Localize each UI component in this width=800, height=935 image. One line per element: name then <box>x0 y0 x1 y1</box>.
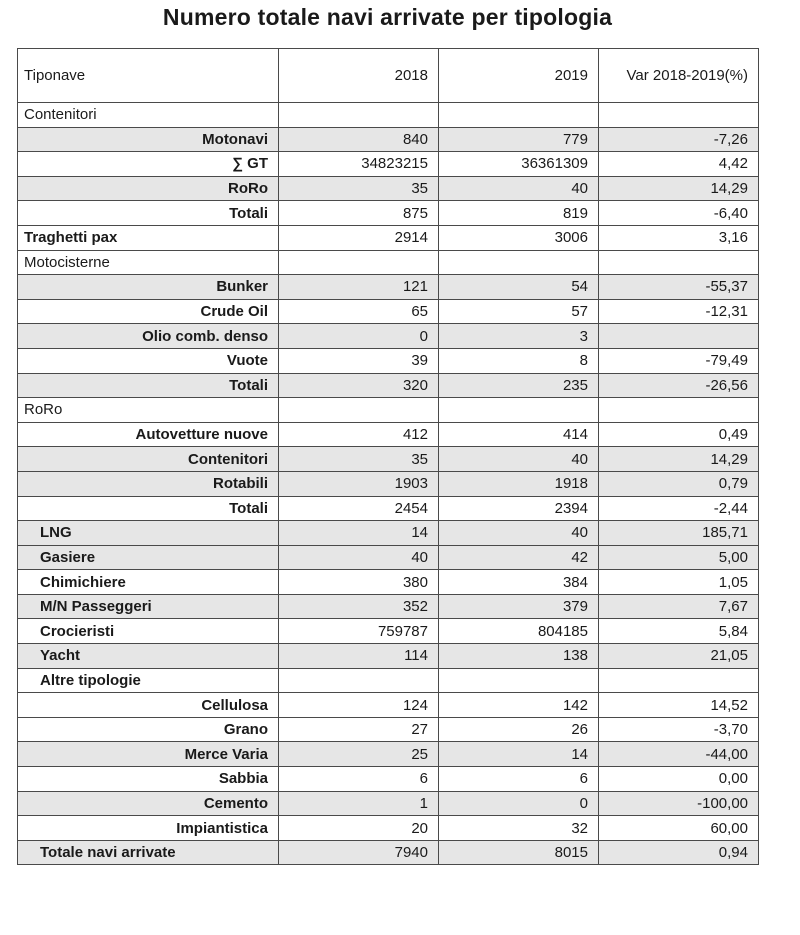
cell-2019: 36361309 <box>439 152 599 177</box>
row-label: RoRo <box>18 398 279 423</box>
cell-2019: 138 <box>439 644 599 669</box>
row-label: Contenitori <box>18 447 279 472</box>
cell-2018: 27 <box>279 717 439 742</box>
cell-2018: 320 <box>279 373 439 398</box>
cell-2018: 1 <box>279 791 439 816</box>
cell-variation: 7,67 <box>599 594 759 619</box>
table-row <box>18 398 759 423</box>
header-2018: 2018 <box>279 49 439 103</box>
cell-2019: 8 <box>439 348 599 373</box>
cell-variation: 185,71 <box>599 521 759 546</box>
cell-2018: 65 <box>279 299 439 324</box>
cell-2018: 20 <box>279 816 439 841</box>
row-label: Merce Varia <box>18 742 279 767</box>
cell-variation <box>599 398 759 423</box>
row-label: Totali <box>18 201 279 226</box>
table-row <box>18 250 759 275</box>
cell-2018: 6 <box>279 767 439 792</box>
cell-2019 <box>439 668 599 693</box>
cell-variation: 14,29 <box>599 447 759 472</box>
table-row <box>18 127 759 152</box>
table-row <box>18 521 759 546</box>
row-label: Motocisterne <box>18 250 279 275</box>
row-label: Traghetti pax <box>18 225 279 250</box>
row-label: Bunker <box>18 275 279 300</box>
cell-variation <box>599 250 759 275</box>
row-label: Chimichiere <box>18 570 279 595</box>
cell-2019: 32 <box>439 816 599 841</box>
row-label: LNG <box>18 521 279 546</box>
cell-variation: -3,70 <box>599 717 759 742</box>
cell-2018: 35 <box>279 176 439 201</box>
cell-variation <box>599 324 759 349</box>
table-row <box>18 742 759 767</box>
cell-2018: 7940 <box>279 840 439 865</box>
cell-2018: 1903 <box>279 471 439 496</box>
header-tiponave: Tiponave <box>18 49 279 103</box>
cell-variation: -44,00 <box>599 742 759 767</box>
cell-2019: 42 <box>439 545 599 570</box>
cell-2019 <box>439 103 599 128</box>
cell-2018: 121 <box>279 275 439 300</box>
row-label: Totale navi arrivate <box>18 840 279 865</box>
table-row <box>18 275 759 300</box>
cell-2018: 2454 <box>279 496 439 521</box>
row-label: Grano <box>18 717 279 742</box>
cell-variation: -6,40 <box>599 201 759 226</box>
cell-2018: 34823215 <box>279 152 439 177</box>
cell-2019: 819 <box>439 201 599 226</box>
table-row <box>18 201 759 226</box>
cell-2018: 759787 <box>279 619 439 644</box>
cell-variation: 4,42 <box>599 152 759 177</box>
table-row <box>18 767 759 792</box>
cell-2018: 14 <box>279 521 439 546</box>
table-row <box>18 103 759 128</box>
row-label: Contenitori <box>18 103 279 128</box>
table-header <box>18 49 759 103</box>
header-row <box>18 49 759 103</box>
cell-2018 <box>279 103 439 128</box>
row-label: Crude Oil <box>18 299 279 324</box>
table-row <box>18 791 759 816</box>
cell-variation: 14,52 <box>599 693 759 718</box>
table-row <box>18 422 759 447</box>
row-label: Autovetture nuove <box>18 422 279 447</box>
cell-variation: -2,44 <box>599 496 759 521</box>
cell-2018: 352 <box>279 594 439 619</box>
row-label: M/N Passeggeri <box>18 594 279 619</box>
table-row <box>18 668 759 693</box>
cell-2019: 779 <box>439 127 599 152</box>
cell-2019: 1918 <box>439 471 599 496</box>
cell-2019: 40 <box>439 521 599 546</box>
cell-variation: 0,00 <box>599 767 759 792</box>
cell-2018: 35 <box>279 447 439 472</box>
table-row <box>18 496 759 521</box>
header-variation: Var 2018-2019(%) <box>599 49 759 103</box>
cell-2019: 235 <box>439 373 599 398</box>
cell-2019: 40 <box>439 176 599 201</box>
cell-variation: -12,31 <box>599 299 759 324</box>
table-row <box>18 471 759 496</box>
cell-2019: 40 <box>439 447 599 472</box>
cell-variation: 60,00 <box>599 816 759 841</box>
cell-variation: 1,05 <box>599 570 759 595</box>
cell-2019: 0 <box>439 791 599 816</box>
cell-variation: 3,16 <box>599 225 759 250</box>
table-row <box>18 717 759 742</box>
ship-arrivals-table <box>17 48 759 865</box>
cell-2019: 2394 <box>439 496 599 521</box>
cell-variation: 0,79 <box>599 471 759 496</box>
row-label: Cemento <box>18 791 279 816</box>
table-row <box>18 176 759 201</box>
cell-2019: 3 <box>439 324 599 349</box>
cell-2019 <box>439 398 599 423</box>
cell-2019: 379 <box>439 594 599 619</box>
table-row <box>18 840 759 865</box>
cell-2019: 14 <box>439 742 599 767</box>
table-row <box>18 348 759 373</box>
cell-2018: 39 <box>279 348 439 373</box>
cell-2019: 414 <box>439 422 599 447</box>
row-label: Motonavi <box>18 127 279 152</box>
cell-2018: 0 <box>279 324 439 349</box>
cell-2019: 384 <box>439 570 599 595</box>
cell-variation: 5,84 <box>599 619 759 644</box>
table-row <box>18 373 759 398</box>
table-row <box>18 447 759 472</box>
cell-2018: 875 <box>279 201 439 226</box>
table-row <box>18 816 759 841</box>
cell-variation: 21,05 <box>599 644 759 669</box>
cell-variation: 5,00 <box>599 545 759 570</box>
row-label: Crocieristi <box>18 619 279 644</box>
cell-variation: -26,56 <box>599 373 759 398</box>
cell-2019: 804185 <box>439 619 599 644</box>
row-label: ∑ GT <box>18 152 279 177</box>
table-body <box>18 103 759 865</box>
cell-variation <box>599 103 759 128</box>
cell-2019: 26 <box>439 717 599 742</box>
table-row <box>18 225 759 250</box>
cell-2018: 114 <box>279 644 439 669</box>
table-row <box>18 619 759 644</box>
cell-variation: 0,94 <box>599 840 759 865</box>
cell-2018: 124 <box>279 693 439 718</box>
cell-2019: 8015 <box>439 840 599 865</box>
row-label: Totali <box>18 496 279 521</box>
cell-2018: 412 <box>279 422 439 447</box>
cell-2019: 142 <box>439 693 599 718</box>
table-row <box>18 570 759 595</box>
cell-2018: 380 <box>279 570 439 595</box>
row-label: Olio comb. denso <box>18 324 279 349</box>
cell-variation: -55,37 <box>599 275 759 300</box>
table-row <box>18 693 759 718</box>
row-label: Altre tipologie <box>18 668 279 693</box>
cell-variation <box>599 668 759 693</box>
table-row <box>18 594 759 619</box>
table-row <box>18 644 759 669</box>
cell-2018: 2914 <box>279 225 439 250</box>
cell-variation: -79,49 <box>599 348 759 373</box>
table-row <box>18 152 759 177</box>
row-label: RoRo <box>18 176 279 201</box>
row-label: Rotabili <box>18 471 279 496</box>
cell-variation: 14,29 <box>599 176 759 201</box>
cell-2018 <box>279 668 439 693</box>
row-label: Sabbia <box>18 767 279 792</box>
cell-2019 <box>439 250 599 275</box>
table-row <box>18 324 759 349</box>
cell-2019: 3006 <box>439 225 599 250</box>
cell-2018: 25 <box>279 742 439 767</box>
cell-variation: -7,26 <box>599 127 759 152</box>
cell-2019: 54 <box>439 275 599 300</box>
row-label: Yacht <box>18 644 279 669</box>
cell-2018: 840 <box>279 127 439 152</box>
header-2019: 2019 <box>439 49 599 103</box>
cell-2019: 57 <box>439 299 599 324</box>
cell-2018 <box>279 250 439 275</box>
cell-variation: -100,00 <box>599 791 759 816</box>
table-row <box>18 545 759 570</box>
cell-2018 <box>279 398 439 423</box>
cell-variation: 0,49 <box>599 422 759 447</box>
page-title: Numero totale navi arrivate per tipologia <box>162 4 613 30</box>
row-label: Impiantistica <box>18 816 279 841</box>
cell-2019: 6 <box>439 767 599 792</box>
row-label: Vuote <box>18 348 279 373</box>
row-label: Cellulosa <box>18 693 279 718</box>
cell-2018: 40 <box>279 545 439 570</box>
row-label: Totali <box>18 373 279 398</box>
table-row <box>18 299 759 324</box>
row-label: Gasiere <box>18 545 279 570</box>
